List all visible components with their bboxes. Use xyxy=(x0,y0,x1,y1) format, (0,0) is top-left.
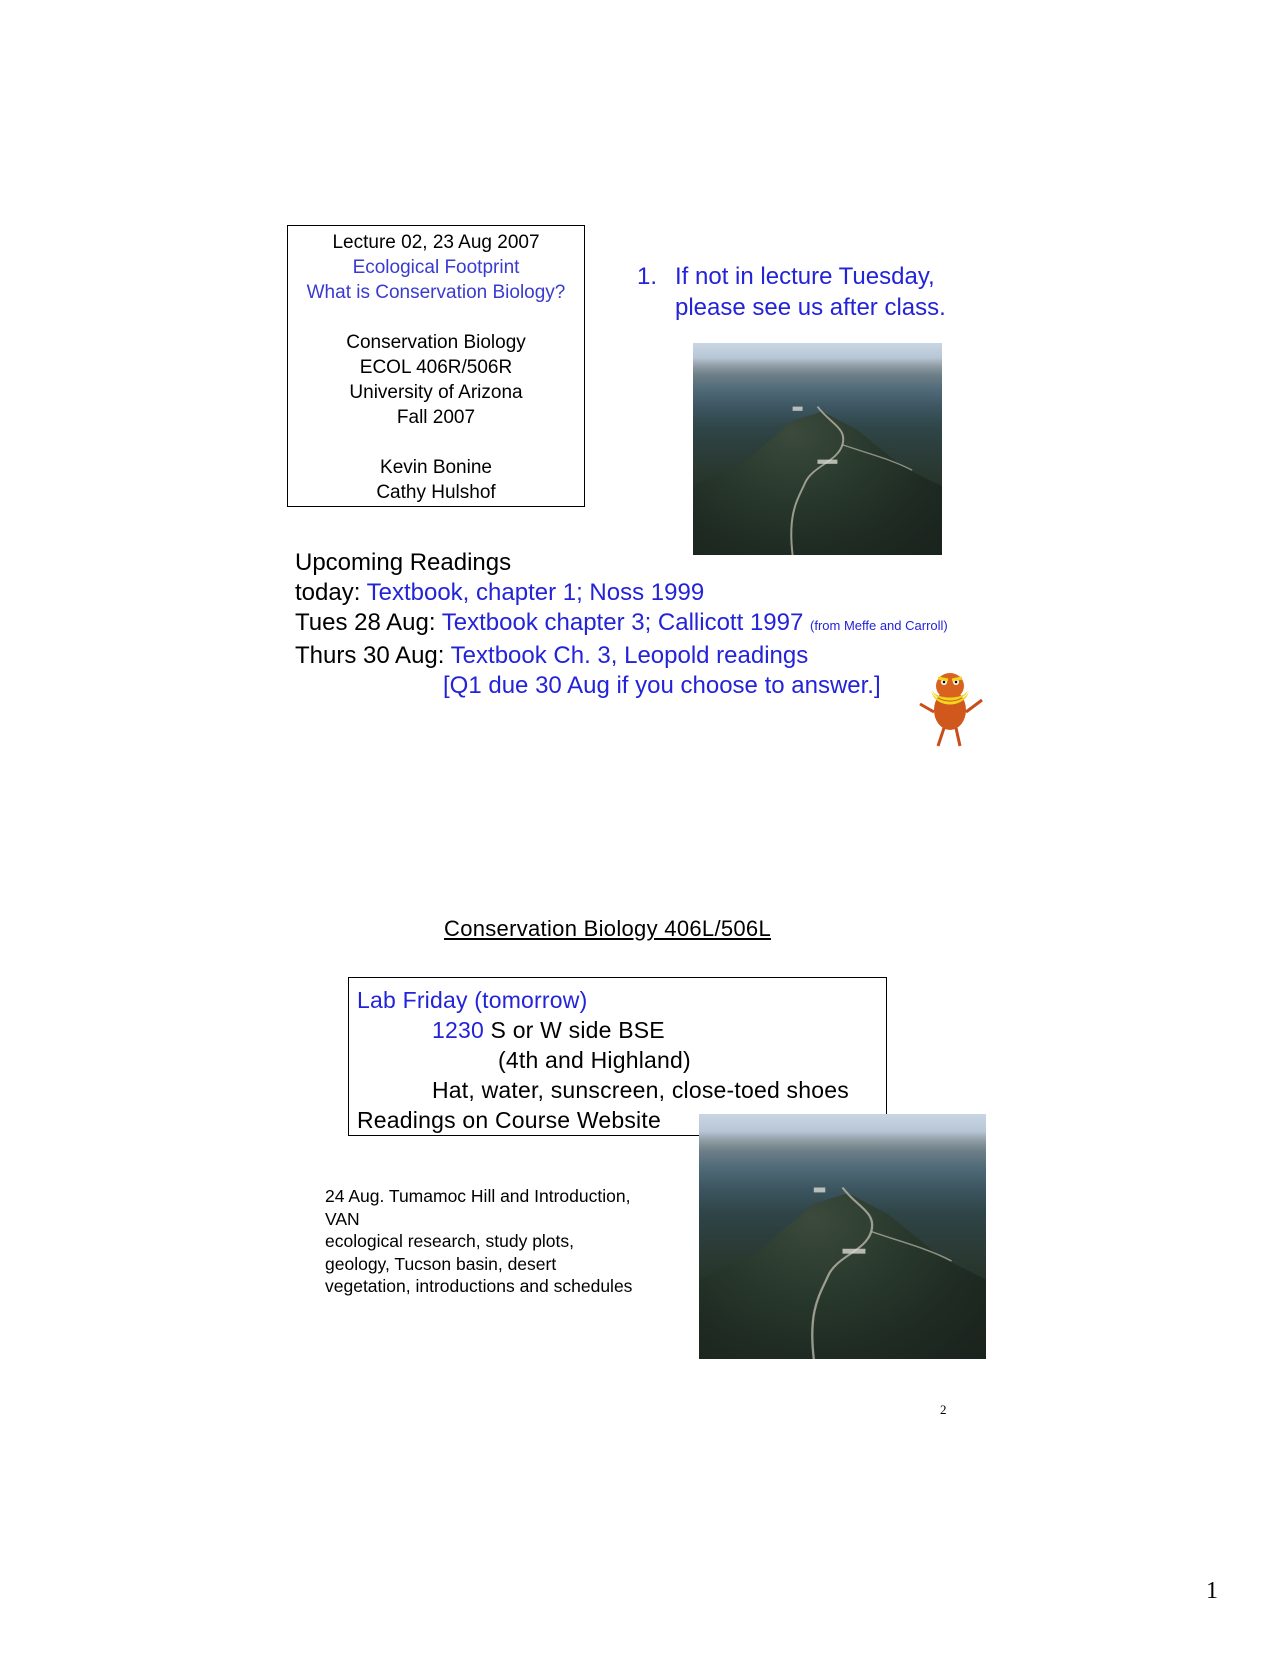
lab-time-place xyxy=(357,1015,886,1045)
note-line-2: please see us after class. xyxy=(675,294,946,321)
reading-label: Thurs 30 Aug: xyxy=(295,642,451,669)
schedule-line: ecological research, study plots, xyxy=(325,1231,575,1251)
reading-text: Textbook, chapter 1; Noss 1999 xyxy=(366,579,705,606)
reading-row-today xyxy=(295,578,948,608)
university: University of Arizona xyxy=(349,382,523,403)
lecture-date: Lecture 02, 23 Aug 2007 xyxy=(332,232,540,253)
reading-source-note: (from Meffe and Carroll) xyxy=(810,618,948,633)
reading-row-thurs xyxy=(295,641,948,671)
course-code: ECOL 406R/506R xyxy=(359,357,513,378)
schedule-line: vegetation, introductions and schedules xyxy=(325,1276,633,1296)
note-number: 1. xyxy=(637,263,658,290)
attendance-note xyxy=(637,261,946,323)
lab-time: 1230 xyxy=(432,1017,484,1043)
schedule-line: geology, Tucson basin, desert xyxy=(325,1253,557,1274)
q1-due-note: [Q1 due 30 Aug if you choose to answer.] xyxy=(443,672,881,699)
term: Fall 2007 xyxy=(396,407,476,428)
schedule-line: VAN xyxy=(325,1208,360,1229)
lab-day: Lab Friday (tomorrow) xyxy=(357,987,588,1013)
lab-place: S or W side BSE xyxy=(483,1017,665,1043)
page-number: 1 xyxy=(1206,1578,1218,1604)
tumamoc-hill-photo xyxy=(693,343,942,555)
instructor-2: Cathy Hulshof xyxy=(376,482,496,503)
course-name: Conservation Biology xyxy=(346,332,526,353)
tumamoc-hill-photo-2 xyxy=(699,1114,986,1359)
lab-cross-streets: (4th and Highland) xyxy=(498,1047,691,1073)
reading-text: Textbook chapter 3; Callicott 1997 xyxy=(441,609,804,636)
lab-readings-note: Readings on Course Website xyxy=(357,1107,661,1133)
reading-label: Tues 28 Aug: xyxy=(295,609,442,636)
lecture-info-box xyxy=(287,225,585,507)
lab-what-to-bring: Hat, water, sunscreen, close-toed shoes xyxy=(432,1077,849,1103)
slide-number: 2 xyxy=(940,1402,947,1417)
lab-info-box xyxy=(348,977,887,1136)
lab-slide-title: Conservation Biology 406L/506L xyxy=(444,916,772,941)
lecture-topic-1: Ecological Footprint xyxy=(352,257,520,278)
lecture-topic-2: What is Conservation Biology? xyxy=(306,282,566,303)
note-line-1: If not in lecture Tuesday, xyxy=(675,263,935,290)
reading-text: Textbook Ch. 3, Leopold readings xyxy=(450,642,809,669)
schedule-line: 24 Aug. Tumamoc Hill and Introduction, xyxy=(325,1186,631,1206)
upcoming-readings xyxy=(295,548,948,701)
readings-heading: Upcoming Readings xyxy=(295,549,512,576)
lab-schedule-text xyxy=(325,1185,670,1298)
reading-row-tues xyxy=(295,608,948,641)
lorax-illustration xyxy=(914,660,986,750)
reading-label: today: xyxy=(295,579,367,606)
instructor-1: Kevin Bonine xyxy=(380,457,492,478)
